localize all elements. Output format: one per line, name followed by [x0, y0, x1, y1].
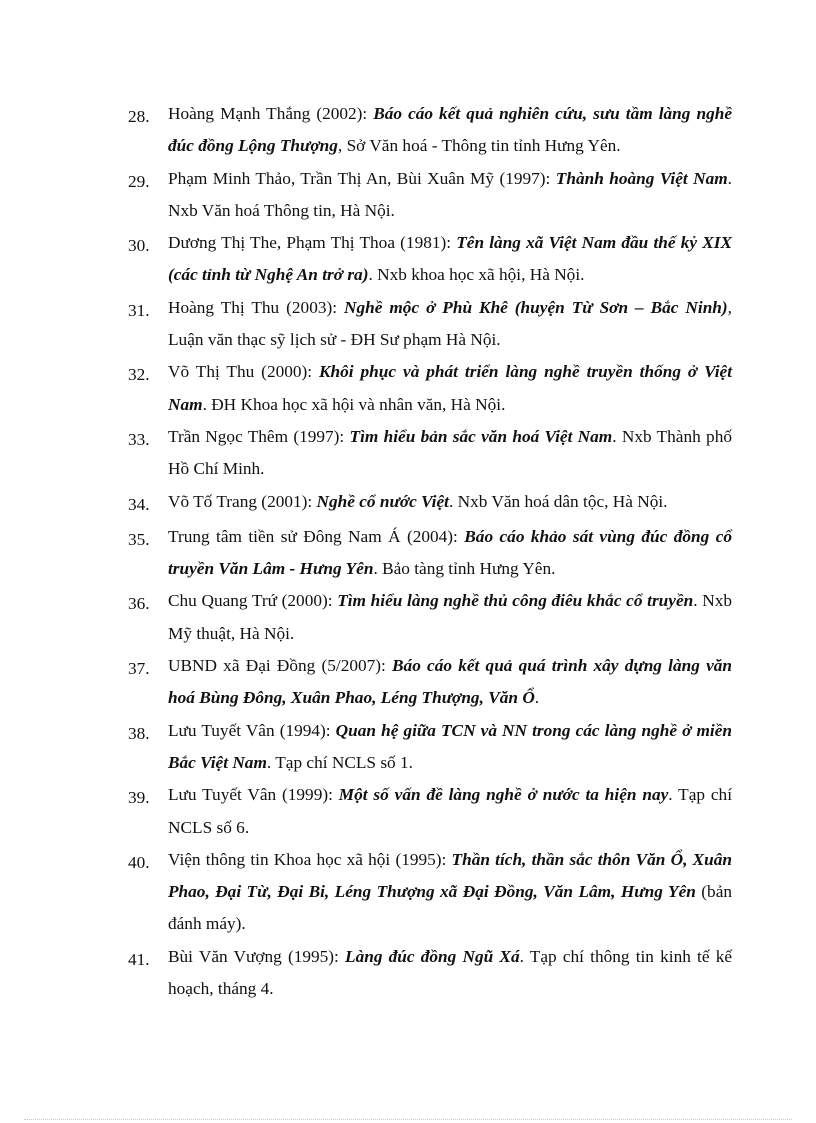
reference-text — [168, 521, 732, 586]
reference-publisher: . Nxb Văn hoá Thông tin, Hà Nội. — [168, 168, 732, 220]
reference-title: Quan hệ giữa TCN và NN trong các làng nghề ở miền Bắc Việt Nam — [168, 720, 732, 772]
reference-title: Thần tích, thần sắc thôn Văn Ổ, Xuân Phao, Đại Từ, Đại Bi, Léng Thượng xã Đại Đồng, Văn Lâm, Hưng Yên — [168, 849, 732, 902]
reference-item — [128, 650, 732, 715]
reference-author: Phạm Minh Thảo, Trần Thị An, Bùi Xuân Mỹ (1997): — [168, 168, 556, 188]
reference-item — [128, 715, 732, 780]
reference-list — [128, 98, 732, 1005]
reference-item — [128, 844, 732, 941]
reference-text — [168, 650, 732, 715]
reference-publisher: . — [534, 688, 540, 708]
reference-number: 30. — [128, 236, 150, 256]
reference-publisher: . Nxb Mỹ thuật, Hà Nội. — [168, 591, 733, 643]
reference-number: 33. — [128, 429, 150, 449]
reference-author: Hoàng Mạnh Thắng (2002): — [168, 104, 374, 123]
reference-text — [168, 779, 732, 844]
reference-publisher: . Bảo tàng tỉnh Hưng Yên. — [373, 559, 556, 579]
reference-publisher: . Nxb Thành phố Hồ Chí Minh. — [168, 426, 732, 479]
reference-author: Võ Thị Thu (2000): — [168, 362, 320, 382]
reference-publisher: . Tạp chí NCLS số 1. — [266, 752, 413, 772]
reference-text — [168, 844, 732, 941]
reference-title: Báo cáo kết quả quá trình xây dựng làng văn hoá Bùng Đông, Xuân Phao, Léng Thượng, Văn Ổ — [168, 656, 732, 708]
reference-publisher: , Luận văn thạc sỹ lịch sử - ĐH Sư phạm Hà Nội. — [168, 297, 732, 350]
reference-text — [168, 421, 732, 486]
reference-publisher: . ĐH Khoa học xã hội và nhân văn, Hà Nội. — [202, 394, 506, 414]
reference-title: Khôi phục và phát triển làng nghề truyền thống ở Việt Nam — [168, 362, 732, 414]
reference-author: Lưu Tuyết Vân (1994): — [168, 720, 336, 740]
reference-publisher: . Tạp chí thông tin kinh tế kế hoạch, tháng 4. — [168, 946, 733, 999]
reference-number: 38. — [128, 723, 150, 743]
reference-item — [128, 941, 732, 1006]
reference-author: Chu Quang Trứ (2000): — [168, 591, 338, 611]
reference-number: 37. — [128, 659, 150, 679]
reference-text — [168, 941, 732, 1006]
reference-item — [128, 292, 732, 357]
reference-title: Một số vấn đề làng nghề ở nước ta hiện nay — [338, 785, 669, 805]
reference-title: Tên làng xã Việt Nam đầu thế kỷ XIX (các tỉnh từ Nghệ An trở ra) — [168, 233, 732, 285]
reference-item — [128, 421, 732, 486]
reference-item — [128, 98, 732, 163]
reference-title: Thành hoàng Việt Nam — [555, 168, 728, 188]
reference-item — [128, 356, 732, 421]
reference-item — [128, 227, 732, 292]
reference-item — [128, 486, 732, 521]
reference-author: Bùi Văn Vượng (1995): — [168, 946, 346, 966]
reference-author: Trung tâm tiền sử Đông Nam Á (2004): — [168, 526, 465, 546]
reference-publisher: (bản đánh máy). — [168, 882, 732, 934]
reference-number: 29. — [128, 171, 150, 191]
reference-number: 28. — [128, 107, 150, 126]
reference-author: Hoàng Thị Thu (2003): — [168, 297, 344, 317]
reference-number: 41. — [128, 949, 150, 969]
reference-text — [168, 163, 732, 228]
reference-text — [168, 98, 732, 163]
reference-item — [128, 163, 732, 228]
reference-item — [128, 521, 732, 586]
reference-author: Trần Ngọc Thêm (1997): — [168, 426, 350, 446]
reference-number: 35. — [128, 529, 150, 549]
reference-publisher: . Tạp chí NCLS số 6. — [168, 785, 732, 837]
reference-number: 40. — [128, 852, 150, 872]
reference-publisher: . Nxb Văn hoá dân tộc, Hà Nội. — [448, 491, 668, 511]
reference-text — [168, 486, 732, 518]
reference-item — [128, 779, 732, 844]
reference-title: Báo cáo kết quả nghiên cứu, sưu tầm làng nghề đúc đồng Lộng Thượng — [168, 104, 732, 156]
reference-text — [168, 227, 732, 292]
reference-number: 36. — [128, 594, 150, 614]
reference-text — [168, 292, 732, 357]
reference-author: UBND xã Đại Đồng (5/2007): — [168, 656, 393, 676]
reference-title: Tìm hiểu bản sắc văn hoá Việt Nam — [349, 426, 613, 446]
reference-title: Làng đúc đồng Ngũ Xá — [345, 946, 520, 966]
reference-title: Nghề cổ nước Việt — [316, 491, 449, 511]
reference-author: Viện thông tin Khoa học xã hội (1995): — [168, 849, 452, 869]
reference-title: Nghề mộc ở Phù Khê (huyện Từ Sơn – Bắc Ninh) — [344, 297, 728, 317]
reference-text — [168, 356, 732, 421]
reference-number: 31. — [128, 300, 150, 320]
reference-publisher: , Sở Văn hoá - Thông tin tỉnh Hưng Yên. — [337, 136, 621, 156]
reference-author: Võ Tố Trang (2001): — [168, 491, 317, 511]
reference-publisher: . Nxb khoa học xã hội, Hà Nội. — [368, 265, 585, 285]
reference-text — [168, 715, 732, 780]
reference-number: 32. — [128, 365, 150, 385]
reference-item — [128, 585, 732, 650]
reference-title: Tìm hiểu làng nghề thủ công điêu khắc cổ truyền — [337, 591, 694, 611]
reference-number: 34. — [128, 494, 150, 514]
reference-text — [168, 585, 732, 650]
reference-author: Dương Thị The, Phạm Thị Thoa (1981): — [168, 233, 457, 253]
reference-title: Báo cáo khảo sát vùng đúc đồng cổ truyền Văn Lâm - Hưng Yên — [168, 526, 733, 579]
reference-author: Lưu Tuyết Vân (1999): — [168, 785, 339, 805]
page-bottom-divider — [24, 1119, 792, 1120]
reference-number: 39. — [128, 788, 150, 808]
